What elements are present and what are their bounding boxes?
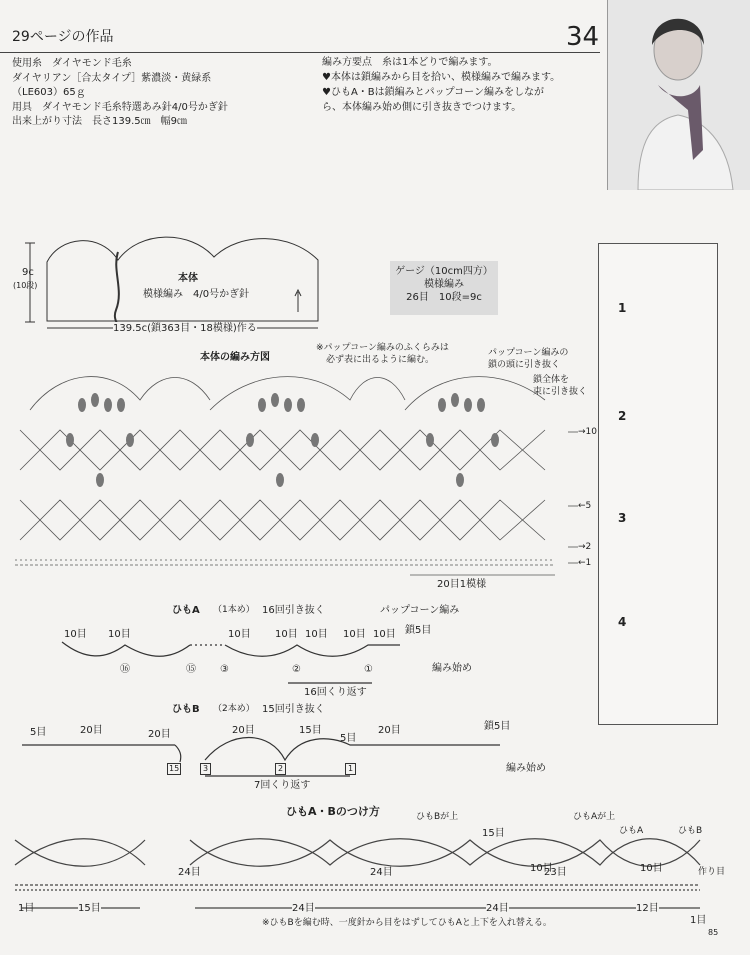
tool-value: ダイヤモンド毛糸特選あみ針4/0号かぎ針: [42, 101, 228, 113]
length-label: 139.5c(鎖363目・18模様)作る: [113, 323, 257, 334]
row-mark: ←1: [578, 558, 592, 568]
cord-a-marker: ②: [292, 664, 301, 675]
cord-a-ten: 10目: [343, 629, 366, 640]
method-line: ら、本体編み始め側に引き抜きでつけます。: [322, 102, 522, 113]
attach-count: 15目: [78, 903, 101, 914]
cord-a-ten: 10目: [275, 629, 298, 640]
attach-note: ※ひもBを編む時、一度針から目をはずしてひもAと上下を入れ替える。: [262, 918, 552, 928]
cord-b-count: （2本め）: [213, 704, 255, 714]
cord-a-ten: 10目: [305, 629, 328, 640]
attach-b-top: ひもBが上: [416, 812, 459, 822]
cord-b-pull: 15回引き抜く: [262, 704, 325, 715]
popcorn-note-4: 束に引き抜く: [533, 387, 588, 397]
height-rows: (10段): [13, 281, 38, 290]
step-number: 2: [618, 409, 627, 423]
attach-count: 24目: [178, 867, 201, 878]
cord-b-count-label: 20目: [378, 725, 401, 736]
cord-b-marker: 15: [169, 764, 180, 773]
cord-a-marker: ⑮: [186, 664, 196, 675]
method-note: 糸は1本どりで編みます。: [382, 57, 498, 68]
attach-cord-b: ひもB: [678, 826, 703, 836]
yarn-label: 使用糸: [12, 58, 42, 69]
cord-b-count-label: 20目: [80, 725, 103, 736]
attach-count: 1目: [18, 903, 35, 914]
tool-label: 用具: [12, 101, 32, 113]
cord-a-ten: 10目: [373, 629, 396, 640]
step-number: 3: [618, 511, 627, 525]
page-footer-number: 85: [708, 928, 719, 937]
cord-b-count-label: 20目: [148, 729, 171, 740]
body-schematic: [25, 237, 318, 330]
step-number: 4: [618, 615, 627, 629]
row-mark: ←5: [578, 501, 592, 511]
cord-a-ten: 10目: [228, 629, 251, 640]
attach-count: 12目: [636, 903, 659, 914]
attach-ten: 10目: [640, 863, 663, 874]
cord-a-repeat: 16回くり返す: [304, 687, 367, 698]
pattern-number: 34: [566, 22, 600, 52]
cord-a-diagram: [62, 642, 400, 683]
cord-a-popcorn: パップコーン編み: [380, 605, 460, 616]
attach-a-top: ひもAが上: [573, 812, 616, 822]
cord-b-count-label: 15目: [299, 725, 322, 736]
attach-cord-a: ひもA: [619, 826, 644, 836]
yarn-name: ダイヤリアン［合太タイプ］紫濃淡・黄緑系: [12, 72, 212, 84]
cord-b-count-label: 5目: [30, 727, 47, 738]
chart-note-1: ※パップコーン編みのふくらみは: [316, 343, 449, 353]
row-mark: →10: [578, 427, 597, 437]
popcorn-note-1: パップコーン編みの: [488, 348, 569, 358]
yarn-code-weight: （LE603）65ｇ: [12, 87, 86, 98]
gauge-pattern: 模様編み: [424, 279, 464, 290]
body-title: 本体: [178, 273, 198, 284]
attach-ten: 10目: [530, 863, 553, 874]
cord-b-count-label: 5目: [340, 733, 357, 744]
chart-note-2: 必ず表に出るように編む。: [326, 355, 435, 365]
pattern-label: 模様編み 4/0号かぎ針: [143, 289, 250, 300]
body-chart-title: 本体の編み方図: [200, 352, 270, 363]
cord-a-marker: ①: [364, 664, 373, 675]
row-mark: →2: [578, 542, 592, 552]
method-title: 編み方要点: [322, 57, 372, 68]
cord-b-chain5: 鎖5目: [484, 721, 511, 732]
size-label: 出来上がり寸法: [12, 116, 82, 127]
method-line: ♥ひもA・Bは鎖編みとパップコーン編みをしなが: [322, 87, 544, 98]
cord-a-chain5: 鎖5目: [405, 625, 432, 636]
size-value: 長さ139.5㎝ 幅9㎝: [92, 116, 187, 127]
body-chart: [15, 368, 578, 575]
cord-b-repeat: 7回くり返す: [254, 780, 311, 791]
cord-a-ten: 10目: [108, 629, 131, 640]
cord-a-ten: 10目: [64, 629, 87, 640]
gauge-title: ゲージ（10cm四方）: [395, 266, 493, 277]
attach-count: 24目: [292, 903, 315, 914]
page-title: 29ページの作品: [12, 29, 114, 45]
method-line: ♥本体は鎖編みから目を拾い、模様編みで編みます。: [322, 72, 561, 83]
cord-a-marker: ⑯: [120, 664, 130, 675]
attach-start: 作り目: [698, 867, 726, 877]
attach-count: 23目: [544, 867, 567, 878]
attach-count: 24目: [486, 903, 509, 914]
cord-a-start: 編み始め: [432, 663, 472, 674]
cord-b-title: ひもB: [172, 704, 200, 715]
repeat-label: 20目1模様: [437, 579, 487, 590]
gauge-box: [390, 261, 498, 315]
popcorn-note-3: 鎖全体を: [533, 375, 570, 385]
cord-a-title: ひもA: [172, 605, 200, 616]
gauge-values: 26目 10段=9c: [406, 292, 482, 303]
cord-b-diagram: [22, 738, 500, 777]
step-number: 1: [618, 301, 627, 315]
attach-count: 24目: [370, 867, 393, 878]
yarn-brand: ダイヤモンド毛糸: [52, 58, 132, 69]
popcorn-howto-box: [598, 243, 718, 725]
cord-a-marker: ③: [220, 664, 229, 675]
attach-fifteen: 15目: [482, 828, 505, 839]
height-label: 9c: [22, 267, 34, 278]
attach-title: ひもA・Bのつけ方: [286, 805, 380, 818]
cord-b-marker: 2: [275, 763, 286, 775]
cord-b-marker: 1: [345, 763, 356, 775]
attach-count: 1目: [690, 915, 707, 926]
cord-b-marker: 3: [200, 763, 211, 775]
popcorn-note-2: 鎖の頭に引き抜く: [488, 360, 561, 370]
cord-b-start: 編み始め: [506, 763, 546, 774]
cord-b-count-label: 20目: [232, 725, 255, 736]
attach-diagram: [15, 839, 700, 908]
cord-a-count: （1本め）: [213, 605, 255, 615]
cord-a-pull: 16回引き抜く: [262, 605, 325, 616]
